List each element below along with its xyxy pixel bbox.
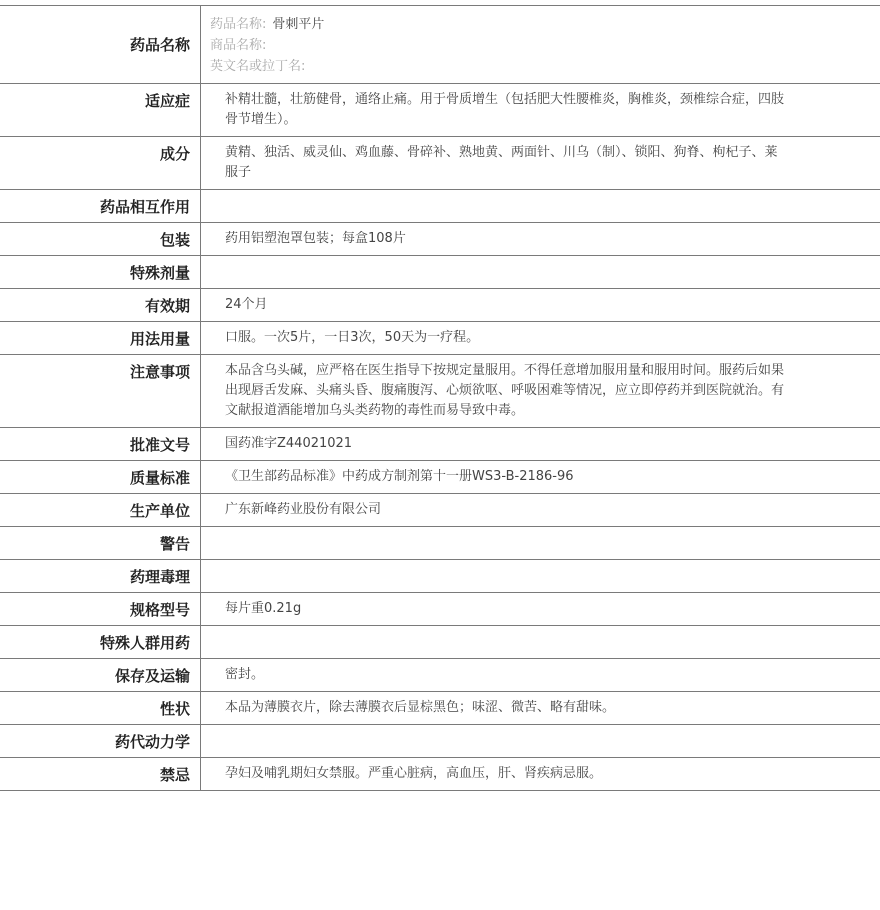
row-value: 密封。 <box>225 667 265 682</box>
row-value: 24个月 <box>225 297 268 312</box>
row-dosage <box>0 322 880 355</box>
row-value <box>201 626 880 658</box>
row-label: 成分 <box>0 137 201 189</box>
row-label: 质量标准 <box>0 461 201 493</box>
generic-name-label: 药品名称: <box>210 17 267 32</box>
row-value: 《卫生部药品标准》中药成方制剂第十一册WS3-B-2186-96 <box>225 469 574 484</box>
row-manufacturer <box>0 494 880 527</box>
row-indications <box>0 84 880 137</box>
row-value: 口服。一次5片，一日3次，50天为一疗程。 <box>225 330 480 345</box>
row-storage <box>0 659 880 692</box>
row-label: 批准文号 <box>0 428 201 460</box>
row-warning <box>0 527 880 560</box>
row-label: 性状 <box>0 692 201 724</box>
row-value: 广东新峰药业股份有限公司 <box>225 502 382 517</box>
row-value <box>201 190 880 222</box>
english-name-line <box>210 56 870 77</box>
row-label: 适应症 <box>0 84 201 136</box>
english-name-label: 英文名或拉丁名: <box>210 59 306 74</box>
row-interactions <box>0 190 880 223</box>
row-label: 注意事项 <box>0 355 201 427</box>
row-description <box>0 692 880 725</box>
row-value: 本品含乌头碱，应严格在医生指导下按规定量服用。不得任意增加服用量和服用时间。服药后如果出现唇舌发麻、头痛头昏、腹痛腹泻、心烦欲呕、呼吸困难等情况，应立即停药并到医院就治。有文献报道酒能增加乌头类药物的毒性而易导致中毒。 <box>225 363 785 418</box>
row-value: 本品为薄膜衣片，除去薄膜衣后显棕黑色；味涩、微苦、略有甜味。 <box>225 700 616 715</box>
row-value: 国药准字Z44021021 <box>225 436 353 451</box>
generic-name-value: 骨刺平片 <box>272 17 325 32</box>
row-label: 规格型号 <box>0 593 201 625</box>
row-ingredients <box>0 137 880 190</box>
row-label: 特殊人群用药 <box>0 626 201 658</box>
row-value: 药用铝塑泡罩包装；每盒108片 <box>225 231 406 246</box>
row-label: 生产单位 <box>0 494 201 526</box>
row-label: 用法用量 <box>0 322 201 354</box>
row-packaging <box>0 223 880 256</box>
row-drug-name <box>0 6 880 84</box>
generic-name-line <box>210 14 870 35</box>
row-label: 药品名称 <box>0 6 201 83</box>
row-special-dosage <box>0 256 880 289</box>
row-label: 警告 <box>0 527 201 559</box>
row-pharmacology <box>0 560 880 593</box>
row-value <box>201 527 880 559</box>
row-label: 包装 <box>0 223 201 255</box>
row-value <box>201 725 880 757</box>
trade-name-label: 商品名称: <box>210 38 267 53</box>
row-label: 有效期 <box>0 289 201 321</box>
row-label: 特殊剂量 <box>0 256 201 288</box>
row-label: 禁忌 <box>0 758 201 790</box>
row-label: 药品相互作用 <box>0 190 201 222</box>
row-value: 每片重0.21g <box>225 601 302 616</box>
row-label: 药代动力学 <box>0 725 201 757</box>
row-value: 补精壮髓，壮筋健骨，通络止痛。用于骨质增生（包括肥大性腰椎炎，胸椎炎，颈椎综合症，四肢骨节增生）。 <box>225 92 785 127</box>
row-value <box>201 256 880 288</box>
row-value: 黄精、独活、威灵仙、鸡血藤、骨碎补、熟地黄、两面针、川乌（制）、锁阳、狗脊、枸杞子、莱服子 <box>225 145 778 180</box>
row-label: 药理毒理 <box>0 560 201 592</box>
row-approval-number <box>0 428 880 461</box>
row-quality-standard <box>0 461 880 494</box>
row-label: 保存及运输 <box>0 659 201 691</box>
row-value: 孕妇及哺乳期妇女禁服。严重心脏病，高血压，肝、肾疾病忌服。 <box>225 766 603 781</box>
drug-info-table <box>0 5 880 791</box>
row-value <box>201 560 880 592</box>
trade-name-line <box>210 35 870 56</box>
row-precautions <box>0 355 880 428</box>
row-special-populations <box>0 626 880 659</box>
row-shelf-life <box>0 289 880 322</box>
row-contraindications <box>0 758 880 791</box>
row-pharmacokinetics <box>0 725 880 758</box>
name-block <box>201 6 880 83</box>
row-specification <box>0 593 880 626</box>
